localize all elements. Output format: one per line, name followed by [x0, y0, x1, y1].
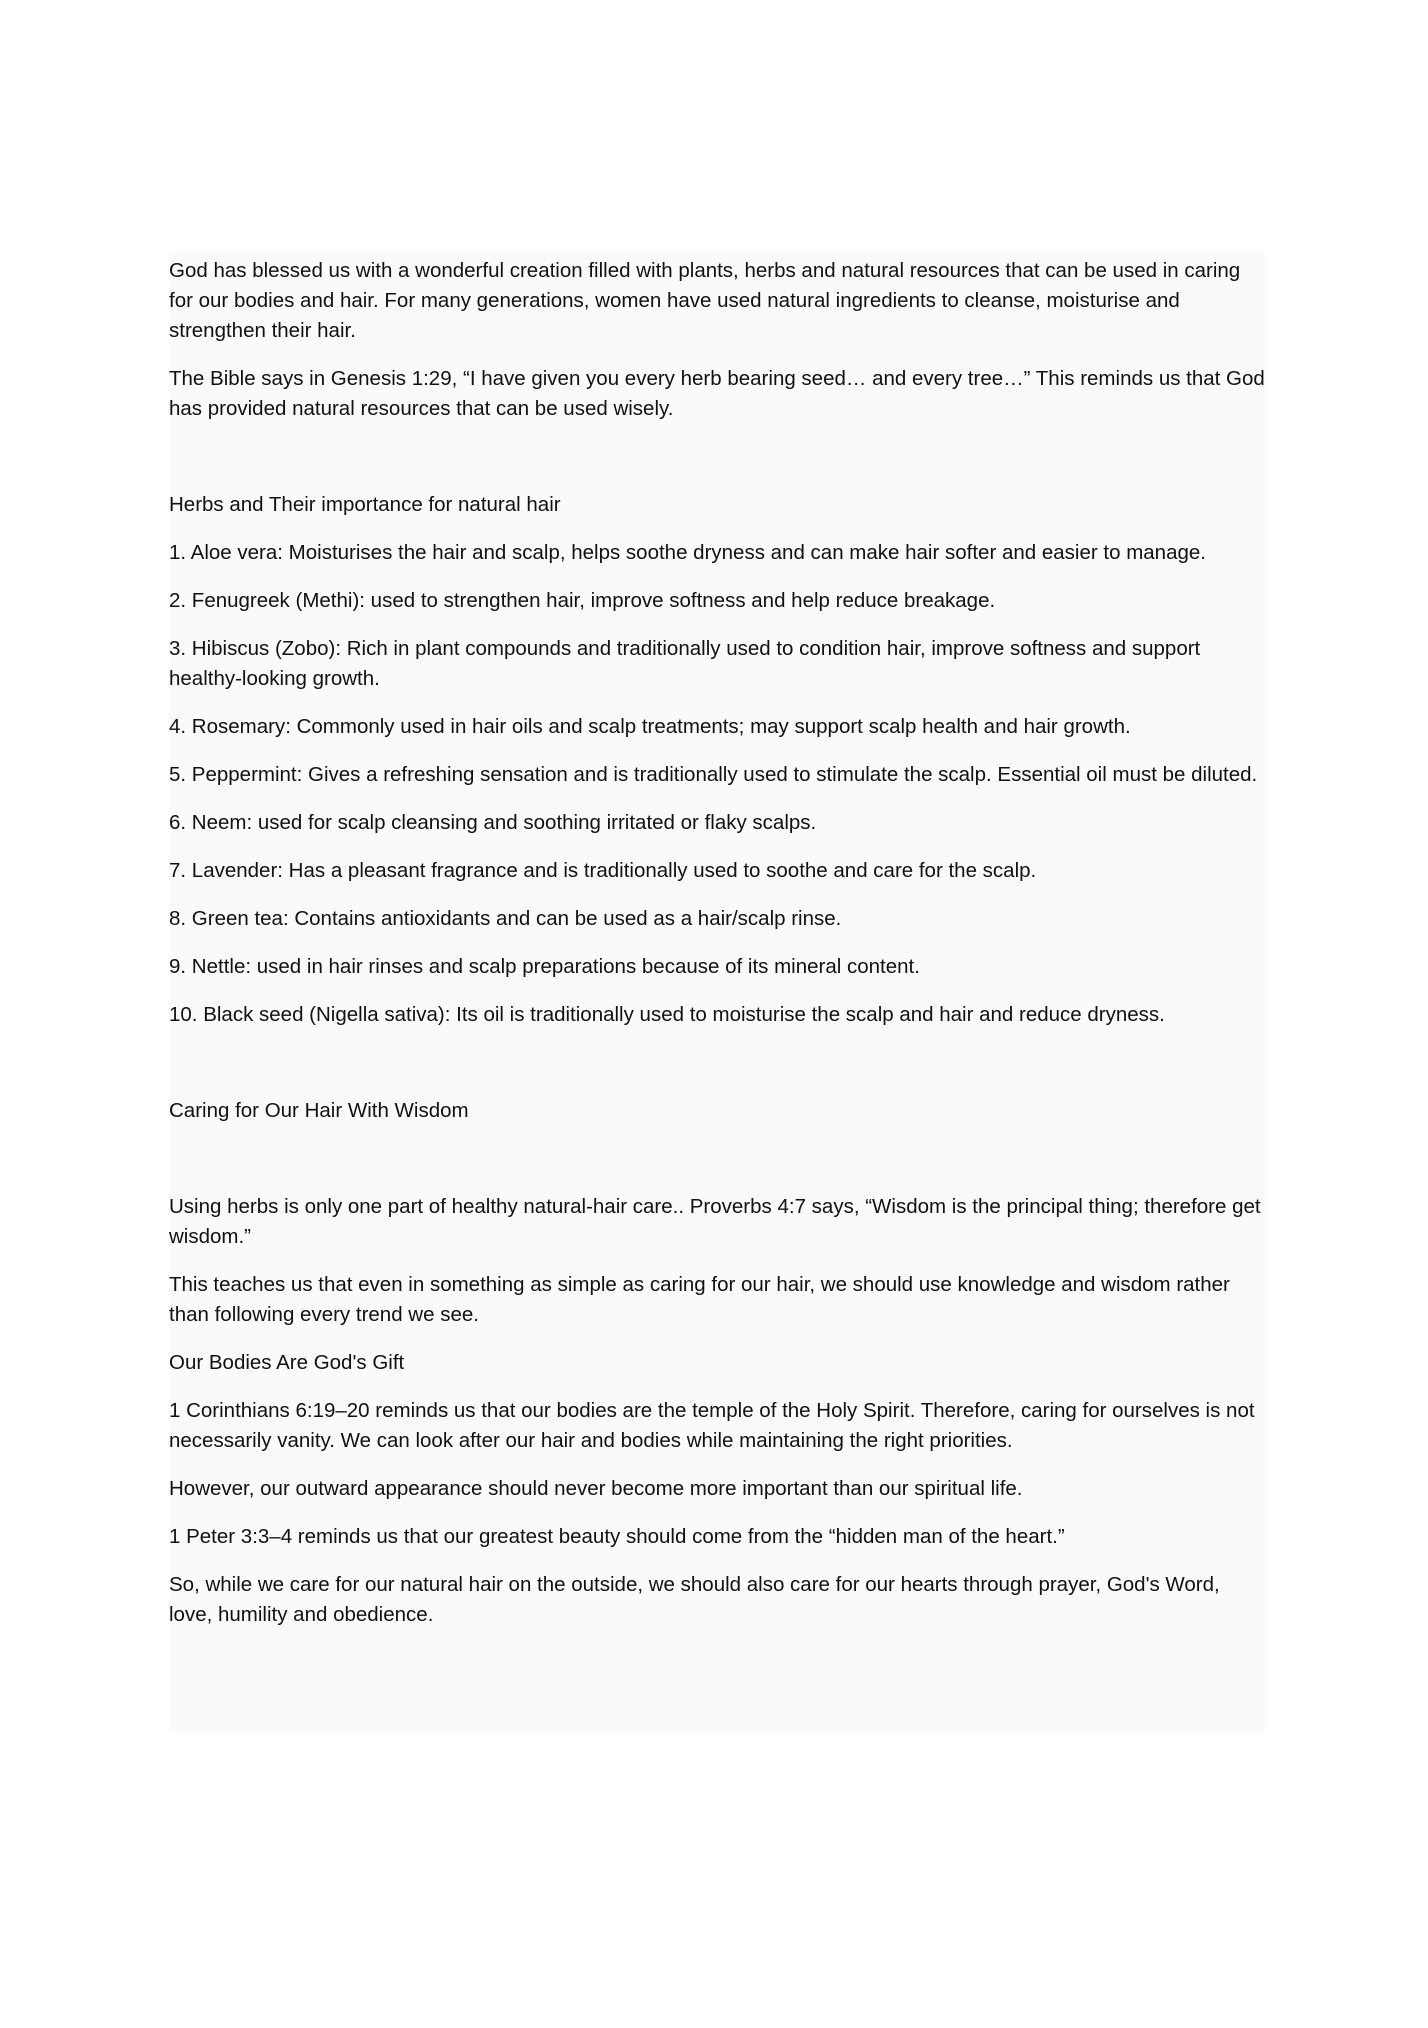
herb-list-item: 4. Rosemary: Commonly used in hair oils and scalp treatments; may support scalp health and hair growth.: [169, 715, 1131, 738]
section-heading-wisdom: Caring for Our Hair With Wisdom: [169, 1099, 469, 1122]
herb-list-item: 3. Hibiscus (Zobo): Rich in plant compounds and traditionally used to condition hair, improve softness and support healthy-looking growth.: [169, 637, 1201, 690]
spacer: [169, 1144, 1267, 1192]
herb-list-item: 2. Fenugreek (Methi): used to strengthen hair, improve softness and help reduce breakage.: [169, 589, 996, 612]
herb-list-item: 8. Green tea: Contains antioxidants and can be used as a hair/scalp rinse.: [169, 907, 842, 930]
section-heading-herbs: Herbs and Their importance for natural hair: [169, 493, 561, 516]
herb-list-item: 5. Peppermint: Gives a refreshing sensation and is traditionally used to stimulate the scalp. Essential oil must be diluted.: [169, 763, 1258, 786]
section-heading-gift: Our Bodies Are God's Gift: [169, 1351, 405, 1374]
herb-list-item: 7. Lavender: Has a pleasant fragrance and is traditionally used to soothe and care for the scalp.: [169, 859, 1037, 882]
gift-paragraph: So, while we care for our natural hair on the outside, we should also care for our hearts through prayer, God's Word, love, humility and obedience.: [169, 1573, 1220, 1626]
herb-list: [169, 538, 1267, 1030]
intro-paragraph: God has blessed us with a wonderful creation filled with plants, herbs and natural resources that can be used in caring for our bodies and hair. For many generations, women have used natural ingredients to cleanse, moisturise and strengthen their hair.: [169, 259, 1241, 342]
spacer: [169, 442, 1267, 490]
wisdom-paragraph: This teaches us that even in something as simple as caring for our hair, we should use knowledge and wisdom rather than following every trend we see.: [169, 1273, 1230, 1326]
intro-paragraph: The Bible says in Genesis 1:29, “I have given you every herb bearing seed… and every tree…” This reminds us that God has provided natural resources that can be used wisely.: [169, 367, 1265, 420]
wisdom-paragraph: Using herbs is only one part of healthy natural-hair care.. Proverbs 4:7 says, “Wisdom is the principal thing; therefore get wisdom.”: [169, 1195, 1261, 1248]
gift-paragraph: 1 Peter 3:3–4 reminds us that our greatest beauty should come from the “hidden man of the heart.”: [169, 1525, 1065, 1548]
herb-list-item: 9. Nettle: used in hair rinses and scalp preparations because of its mineral content.: [169, 955, 920, 978]
herb-list-item: 6. Neem: used for scalp cleansing and soothing irritated or flaky scalps.: [169, 811, 817, 834]
gift-paragraph: 1 Corinthians 6:19–20 reminds us that our bodies are the temple of the Holy Spirit. Therefore, caring for ourselves is not necessarily vanity. We can look after our hair and bodies while maintaining the right priorities.: [169, 1399, 1255, 1452]
gift-paragraph: However, our outward appearance should never become more important than our spiritual life.: [169, 1477, 1023, 1500]
herb-list-item: 1. Aloe vera: Moisturises the hair and scalp, helps soothe dryness and can make hair softer and easier to manage.: [169, 541, 1206, 564]
document-body: [169, 256, 1267, 1648]
herb-list-item: 10. Black seed (Nigella sativa): Its oil is traditionally used to moisturise the scalp and hair and reduce dryness.: [169, 1003, 1165, 1026]
spacer: [169, 1048, 1267, 1096]
